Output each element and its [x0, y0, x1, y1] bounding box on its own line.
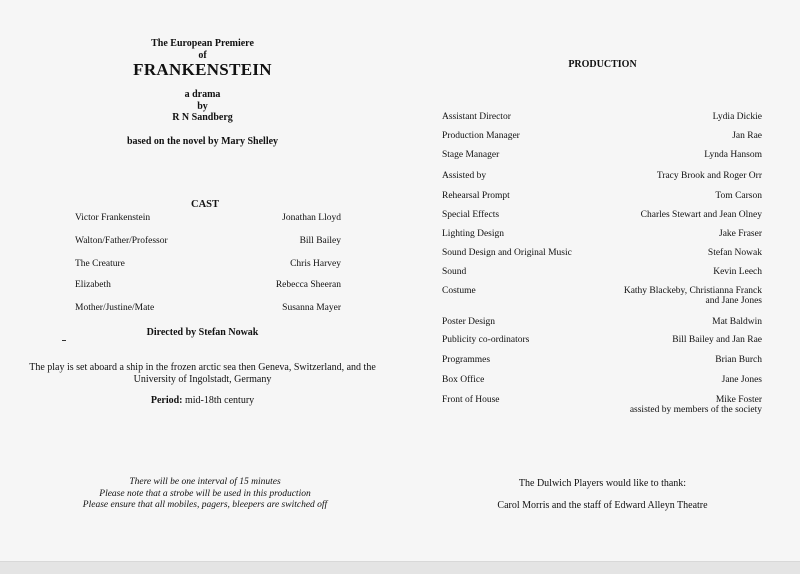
production-name: Brian Burch: [715, 355, 762, 365]
right-page: [400, 0, 800, 574]
cast-actor: Rebecca Sheeran: [275, 280, 341, 290]
production-role: Production Manager: [442, 131, 520, 141]
production-row: [442, 355, 762, 365]
production-role: Sound: [442, 267, 467, 277]
production-row: [442, 317, 762, 327]
production-role: Sound Design and Original Music: [442, 248, 572, 258]
setting-line-1: The play is set aboard a ship in the frozen arctic sea then Geneva, Switzerland, and the: [29, 362, 376, 373]
period-line: [100, 395, 305, 406]
cast-actor: Chris Harvey: [290, 259, 341, 269]
production-row: [442, 267, 762, 277]
author: R N Sandberg: [172, 112, 233, 123]
by-line: by: [197, 101, 208, 112]
production-name: Tracy Brook and Roger Orr: [656, 171, 762, 181]
production-row: [442, 229, 762, 239]
note-mobiles: Please ensure that all mobiles, pagers, bleepers are switched off: [82, 500, 328, 510]
production-role: Box Office: [442, 375, 485, 385]
cast-heading: CAST: [190, 199, 219, 210]
note-strobe: Please note that a strobe will be used in this production: [99, 489, 311, 499]
production-heading: PRODUCTION: [568, 59, 637, 70]
cast-actor: Bill Bailey: [299, 236, 341, 246]
thanks-names: Carol Morris and the staff of Edward Alleyn Theatre: [497, 500, 708, 511]
production-role: Poster Design: [442, 317, 496, 327]
production-role: Special Effects: [442, 210, 500, 220]
production-role: Publicity co-ordinators: [442, 335, 530, 345]
cast-role: The Creature: [75, 259, 125, 269]
production-row: [442, 286, 762, 306]
production-name: Lydia Dickie: [712, 112, 762, 122]
cast-role: Victor Frankenstein: [75, 213, 151, 223]
drama-line: a drama: [184, 89, 221, 100]
directed-by: Directed by Stefan Nowak: [146, 327, 259, 338]
cast-row: [75, 236, 341, 246]
production-name: Jane Jones: [721, 375, 762, 385]
production-row: [442, 112, 762, 122]
production-row: [442, 171, 762, 181]
play-title: FRANKENSTEIN: [133, 60, 272, 79]
cast-role: Elizabeth: [75, 280, 111, 290]
production-role: Rehearsal Prompt: [442, 191, 510, 201]
cast-role: Mother/Justine/Mate: [75, 303, 155, 313]
production-name: Stefan Nowak: [707, 248, 762, 258]
production-name: Kevin Leech: [713, 267, 762, 277]
production-role: Assistant Director: [442, 112, 511, 122]
note-interval: There will be one interval of 15 minutes: [129, 477, 281, 487]
cast-row: [75, 213, 341, 223]
production-name-multiline: [624, 286, 762, 306]
production-row: [442, 131, 762, 141]
production-row: [442, 191, 762, 201]
production-name: Mat Baldwin: [712, 317, 762, 327]
thanks-heading: The Dulwich Players would like to thank:: [518, 478, 687, 489]
production-role: Stage Manager: [442, 150, 500, 160]
production-row: [442, 210, 762, 220]
production-role: Lighting Design: [442, 229, 505, 239]
cast-role: Walton/Father/Professor: [75, 236, 168, 246]
setting-line-2: University of Ingolstadt, Germany: [133, 374, 272, 385]
production-role: Front of House: [442, 395, 500, 405]
cast-actor: Susanna Mayer: [282, 303, 341, 313]
period-label: Period:: [150, 395, 183, 406]
production-name-multiline: [630, 395, 762, 415]
production-name-continued: and Jane Jones: [705, 296, 762, 306]
production-name: Tom Carson: [715, 191, 762, 201]
production-name: Mike Foster: [715, 395, 762, 405]
production-name-continued: assisted by members of the society: [629, 405, 762, 415]
production-role: Assisted by: [442, 171, 487, 181]
production-name: Bill Bailey and Jan Rae: [672, 335, 762, 345]
page-edge: [0, 561, 800, 574]
cast-row: [75, 259, 341, 269]
premiere-of: of: [198, 50, 207, 61]
production-row: [442, 248, 762, 258]
production-row: [442, 335, 762, 345]
cast-actor: Jonathan Lloyd: [282, 213, 341, 223]
production-role: Costume: [442, 286, 476, 296]
based-on: based on the novel by Mary Shelley: [126, 136, 279, 147]
production-row: [442, 150, 762, 160]
cast-row: [75, 280, 341, 290]
production-row: [442, 395, 762, 415]
production-row: [442, 375, 762, 385]
production-name: Kathy Blackeby, Christianna Franck: [623, 286, 762, 296]
production-name: Jake Fraser: [719, 229, 762, 239]
cast-row: [75, 303, 341, 313]
period-value: mid-18th century: [182, 395, 255, 406]
production-name: Lynda Hansom: [704, 150, 762, 160]
production-role: Programmes: [442, 355, 491, 365]
stray-mark: [62, 340, 66, 341]
production-name: Charles Stewart and Jean Olney: [640, 210, 762, 220]
production-name: Jan Rae: [732, 131, 762, 141]
premiere-line: The European Premiere: [151, 38, 254, 49]
